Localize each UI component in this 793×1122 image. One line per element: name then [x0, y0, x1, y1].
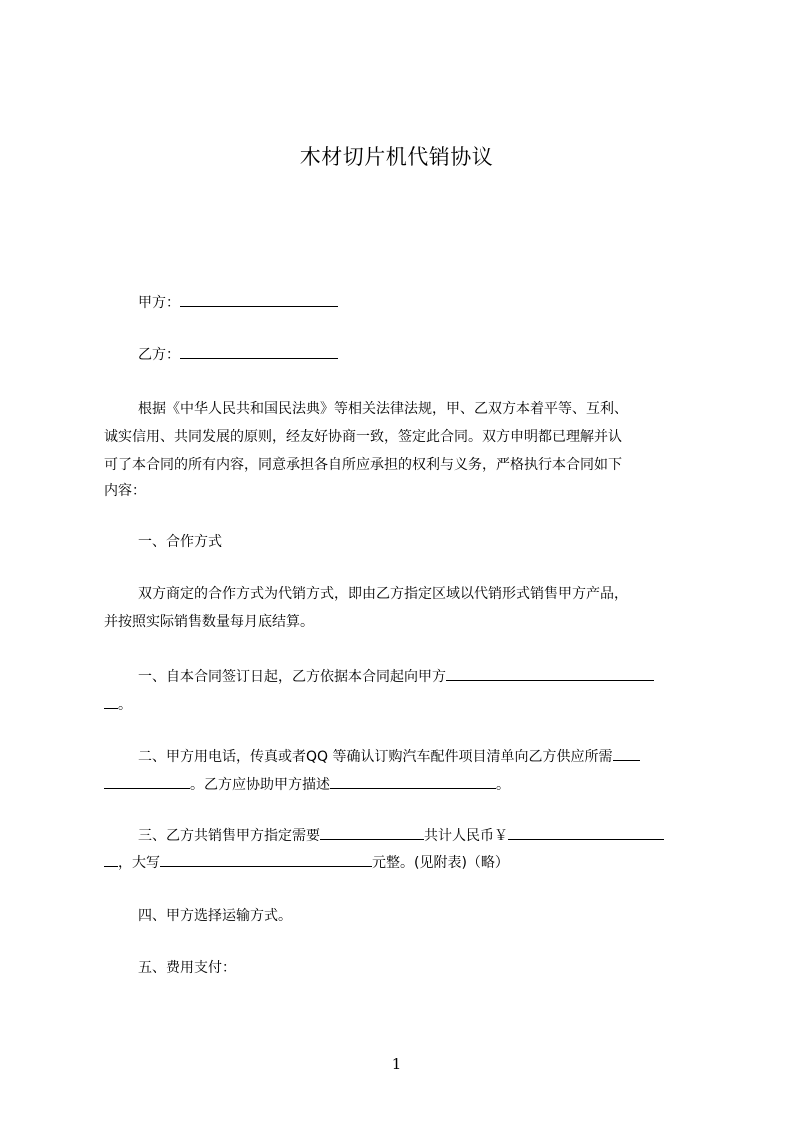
- intro-line-3: 可了本合同的所有内容，同意承担各自所应承担的权利与义务，严格执行本合同如下: [104, 457, 622, 473]
- clause-3-line-2: [104, 852, 704, 873]
- clause-3-line-1: [104, 825, 738, 846]
- party-a-line: [104, 292, 738, 313]
- clause-2-text: 二、甲方用电话，传真或者QQ 等确认订购汽车配件项目清单向乙方供应所需: [138, 749, 613, 765]
- clause-1-blank-cont: [104, 694, 118, 709]
- clause-3-text: 三、乙方共销售甲方指定需要: [138, 828, 320, 844]
- clause-5: 五、费用支付：: [138, 960, 236, 976]
- party-b-label: 乙方：: [138, 347, 180, 363]
- clause-3-amount-blank-cont: [104, 852, 118, 867]
- party-a-blank: [180, 292, 338, 307]
- clause-2-assist: 。乙方应协助甲方描述: [190, 777, 330, 793]
- clause-3-capital-label: ，大写: [118, 855, 160, 871]
- clause-1-blank: [446, 666, 654, 681]
- clause-3-rmb: 共计人民币￥: [424, 828, 508, 844]
- cooperation-line-2: 并按照实际销售数量每月底结算。: [104, 614, 314, 630]
- clause-1-line-1: [104, 666, 738, 687]
- clause-1-line-2: [104, 694, 704, 715]
- party-a-label: 甲方：: [138, 295, 180, 311]
- document-title: 木材切片机代销协议: [299, 145, 494, 169]
- clause-3-amount-blank: [508, 825, 664, 840]
- clause-4: 四、甲方选择运输方式。: [138, 908, 292, 924]
- clause-2-end: 。: [496, 777, 510, 793]
- clause-3-quantity-blank: [320, 825, 424, 840]
- intro-line-4: 内容：: [104, 483, 146, 499]
- section-heading-cooperation: 一、合作方式: [138, 534, 222, 550]
- intro-line-1: 根据《中华人民共和国民法典》等相关法律法规，甲、乙双方本着平等、互利、: [138, 401, 628, 417]
- clause-2-line-2: [104, 774, 704, 795]
- clause-2-blank-a-cont: [104, 774, 190, 789]
- cooperation-line-1: 双方商定的合作方式为代销方式，即由乙方指定区域以代销形式销售甲方产品，: [138, 586, 628, 602]
- clause-2-blank-a: [613, 746, 640, 761]
- clause-3-capital-blank: [160, 852, 372, 867]
- clause-2-blank-b: [330, 774, 496, 789]
- intro-line-2: 诚实信用、共同发展的原则，经友好协商一致，签定此合同。双方申明都已理解并认: [104, 429, 622, 445]
- page-number: 1: [391, 1055, 402, 1073]
- clause-1-end: 。: [118, 697, 132, 713]
- clause-2-line-1: [104, 746, 738, 767]
- party-b-blank: [180, 344, 338, 359]
- party-b-line: [104, 344, 738, 365]
- clause-3-end: 元整。(见附表)（略）: [372, 855, 509, 871]
- clause-1-text: 一、自本合同签订日起，乙方依据本合同起向甲方: [138, 669, 446, 685]
